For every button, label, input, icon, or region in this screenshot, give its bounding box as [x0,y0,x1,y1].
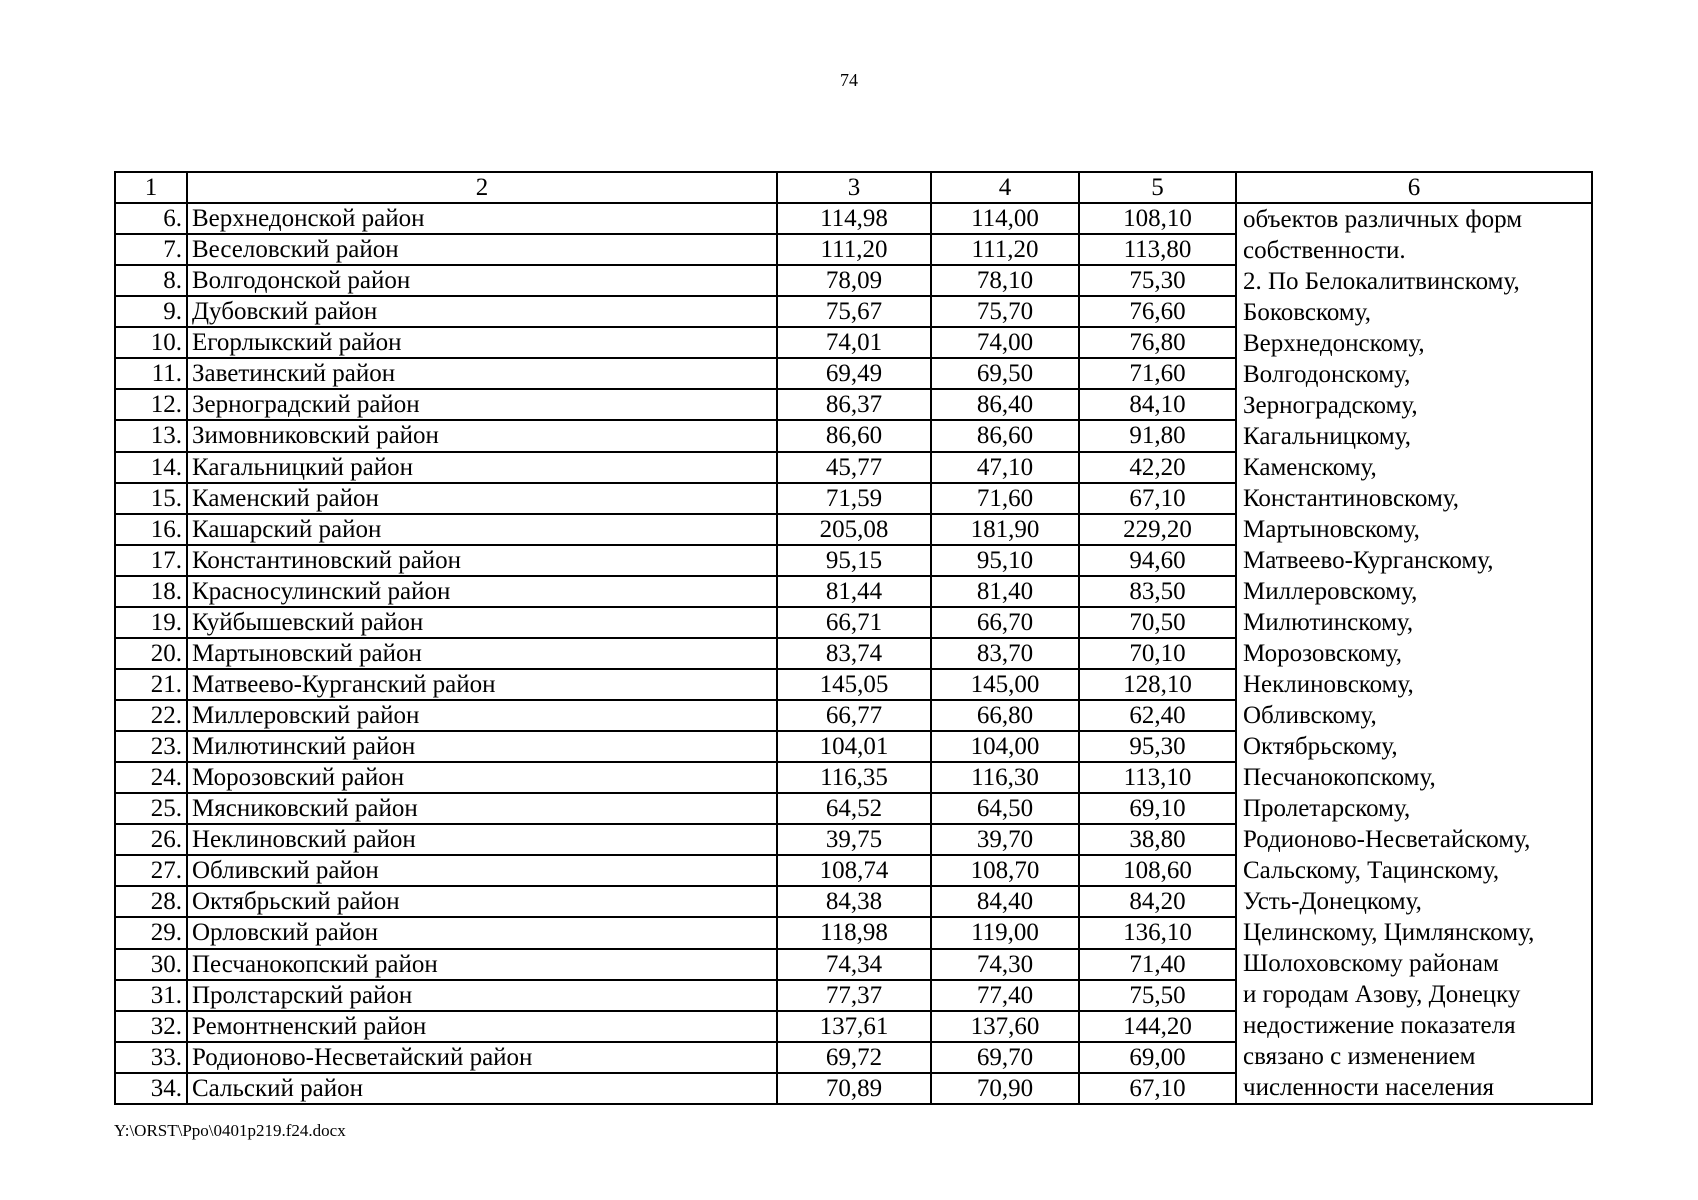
note-line: недостижение показателя [1243,1012,1516,1039]
value-col-4: 64,50 [931,793,1079,824]
value-col-3: 95,15 [777,545,931,576]
row-number: 34. [115,1073,187,1104]
value-col-4: 71,60 [931,483,1079,514]
row-number: 16. [115,514,187,545]
value-col-3: 74,01 [777,327,931,358]
row-number: 33. [115,1042,187,1073]
value-col-4: 86,40 [931,389,1079,420]
district-name: Константиновский район [187,545,777,576]
value-col-5: 128,10 [1079,669,1236,700]
value-col-4: 69,70 [931,1042,1079,1073]
row-number: 9. [115,296,187,327]
district-name: Кагальницкий район [187,452,777,483]
district-name: Мясниковский район [187,793,777,824]
value-col-5: 67,10 [1079,1073,1236,1104]
value-col-3: 104,01 [777,731,931,762]
value-col-5: 70,50 [1079,607,1236,638]
value-col-4: 119,00 [931,917,1079,948]
value-col-5: 84,20 [1079,886,1236,917]
value-col-3: 116,35 [777,762,931,793]
row-number: 32. [115,1011,187,1042]
value-col-4: 70,90 [931,1073,1079,1104]
district-name: Октябрьский район [187,886,777,917]
value-col-5: 95,30 [1079,731,1236,762]
district-name: Пролстарский район [187,980,777,1011]
value-col-4: 108,70 [931,855,1079,886]
value-col-5: 136,10 [1079,917,1236,948]
value-col-3: 69,72 [777,1042,931,1073]
value-col-3: 74,34 [777,949,931,980]
row-number: 19. [115,607,187,638]
table-row [115,203,1592,234]
note-line: Октябрьскому, [1243,733,1398,760]
district-name: Зимовниковский район [187,420,777,451]
header-cell-1: 1 [115,172,187,203]
value-col-3: 70,89 [777,1073,931,1104]
value-col-3: 83,74 [777,638,931,669]
value-col-4: 81,40 [931,576,1079,607]
value-col-5: 75,50 [1079,980,1236,1011]
value-col-5: 38,80 [1079,824,1236,855]
note-line: Песчанокопскому, [1243,764,1436,791]
value-col-5: 76,80 [1079,327,1236,358]
row-number: 10. [115,327,187,358]
note-line: численности населения [1243,1074,1494,1101]
note-line: Морозовскому, [1243,640,1403,667]
value-col-3: 71,59 [777,483,931,514]
value-col-3: 118,98 [777,917,931,948]
row-number: 17. [115,545,187,576]
value-col-4: 39,70 [931,824,1079,855]
note-line: Родионово-Несветайскому, [1243,826,1531,853]
value-col-5: 229,20 [1079,514,1236,545]
value-col-5: 42,20 [1079,452,1236,483]
note-line: Каменскому, [1243,454,1377,481]
value-col-5: 83,50 [1079,576,1236,607]
row-number: 7. [115,234,187,265]
value-col-4: 66,80 [931,700,1079,731]
value-col-5: 76,60 [1079,296,1236,327]
row-number: 29. [115,917,187,948]
value-col-3: 84,38 [777,886,931,917]
district-name: Красносулинский район [187,576,777,607]
header-cell-2: 2 [187,172,777,203]
value-col-4: 78,10 [931,265,1079,296]
value-col-4: 47,10 [931,452,1079,483]
district-name: Волгодонской район [187,265,777,296]
value-col-4: 145,00 [931,669,1079,700]
value-col-3: 78,09 [777,265,931,296]
row-number: 22. [115,700,187,731]
district-name: Неклиновский район [187,824,777,855]
row-number: 24. [115,762,187,793]
header-cell-3: 3 [777,172,931,203]
value-col-5: 144,20 [1079,1011,1236,1042]
district-name: Родионово-Несветайский район [187,1042,777,1073]
district-name: Каменский район [187,483,777,514]
value-col-4: 181,90 [931,514,1079,545]
value-col-4: 69,50 [931,358,1079,389]
value-col-5: 84,10 [1079,389,1236,420]
value-col-4: 116,30 [931,762,1079,793]
value-col-4: 104,00 [931,731,1079,762]
value-col-5: 108,10 [1079,203,1236,234]
note-line: Шолоховскому районам [1243,950,1499,977]
value-col-4: 74,30 [931,949,1079,980]
note-line: Боковскому, [1243,299,1371,326]
district-name: Морозовский район [187,762,777,793]
note-line: Пролетарскому, [1243,795,1411,822]
note-line: Усть-Донецкому, [1243,888,1422,915]
value-col-5: 71,60 [1079,358,1236,389]
row-number: 27. [115,855,187,886]
row-number: 6. [115,203,187,234]
row-number: 30. [115,949,187,980]
value-col-3: 145,05 [777,669,931,700]
page-number: 74 [840,70,858,90]
header-cell-4: 4 [931,172,1079,203]
value-col-5: 108,60 [1079,855,1236,886]
value-col-3: 77,37 [777,980,931,1011]
district-name: Дубовский район [187,296,777,327]
value-col-5: 69,00 [1079,1042,1236,1073]
value-col-5: 75,30 [1079,265,1236,296]
note-line: Волгодонскому, [1243,361,1411,388]
district-name: Милютинский район [187,731,777,762]
district-name: Ремонтненский район [187,1011,777,1042]
value-col-4: 75,70 [931,296,1079,327]
district-name: Куйбышевский район [187,607,777,638]
header-cell-5: 5 [1079,172,1236,203]
row-number: 28. [115,886,187,917]
district-name: Заветинский район [187,358,777,389]
note-line: Неклиновскому, [1243,671,1414,698]
value-col-5: 69,10 [1079,793,1236,824]
value-col-3: 205,08 [777,514,931,545]
note-line: Сальскому, Тацинскому, [1243,857,1500,884]
value-col-4: 114,00 [931,203,1079,234]
value-col-5: 113,80 [1079,234,1236,265]
value-col-3: 69,49 [777,358,931,389]
value-col-3: 45,77 [777,452,931,483]
value-col-4: 95,10 [931,545,1079,576]
district-name: Кашарский район [187,514,777,545]
value-col-5: 71,40 [1079,949,1236,980]
note-line: Миллеровскому, [1243,578,1418,605]
value-col-3: 86,37 [777,389,931,420]
note-line: Верхнедонскому, [1243,330,1425,357]
value-col-3: 66,71 [777,607,931,638]
value-col-4: 84,40 [931,886,1079,917]
note-line: Константиновскому, [1243,485,1460,512]
value-col-3: 81,44 [777,576,931,607]
row-number: 21. [115,669,187,700]
value-col-3: 137,61 [777,1011,931,1042]
note-line: Обливскому, [1243,702,1377,729]
value-col-5: 62,40 [1079,700,1236,731]
row-number: 12. [115,389,187,420]
row-number: 14. [115,452,187,483]
note-line: Зерноградскому, [1243,392,1418,419]
value-col-4: 66,70 [931,607,1079,638]
district-name: Зерноградский район [187,389,777,420]
value-col-3: 66,77 [777,700,931,731]
value-col-5: 67,10 [1079,483,1236,514]
value-col-4: 86,60 [931,420,1079,451]
table-header-row [115,172,1592,203]
value-col-3: 64,52 [777,793,931,824]
value-col-3: 86,60 [777,420,931,451]
value-col-5: 91,80 [1079,420,1236,451]
value-col-3: 114,98 [777,203,931,234]
value-col-3: 39,75 [777,824,931,855]
note-line: Мартыновскому, [1243,516,1420,543]
note-line: Кагальницкому, [1243,423,1411,450]
row-number: 18. [115,576,187,607]
row-number: 26. [115,824,187,855]
value-col-4: 77,40 [931,980,1079,1011]
value-col-3: 111,20 [777,234,931,265]
value-col-3: 108,74 [777,855,931,886]
footer-file-path: Y:\ORST\Ppo\0401p219.f24.docx [114,1121,346,1140]
row-number: 8. [115,265,187,296]
value-col-5: 113,10 [1079,762,1236,793]
header-cell-6: 6 [1236,172,1592,203]
district-name: Егорлыкский район [187,327,777,358]
note-line: и городам Азову, Донецку [1243,981,1521,1008]
row-number: 25. [115,793,187,824]
value-col-4: 111,20 [931,234,1079,265]
value-col-4: 74,00 [931,327,1079,358]
row-number: 13. [115,420,187,451]
row-number: 11. [115,358,187,389]
row-number: 15. [115,483,187,514]
district-name: Миллеровский район [187,700,777,731]
row-number: 31. [115,980,187,1011]
district-name: Орловский район [187,917,777,948]
data-table [114,171,1593,1105]
note-cell [1236,203,1592,1104]
district-name: Верхнедонской район [187,203,777,234]
district-name: Мартыновский район [187,638,777,669]
row-number: 20. [115,638,187,669]
district-name: Сальский район [187,1073,777,1104]
value-col-4: 137,60 [931,1011,1079,1042]
note-line: связано с изменением [1243,1043,1476,1070]
district-name: Матвеево-Курганский район [187,669,777,700]
note-line: объектов различных форм [1243,206,1523,233]
value-col-3: 75,67 [777,296,931,327]
value-col-4: 83,70 [931,638,1079,669]
note-line: Матвеево-Курганскому, [1243,547,1494,574]
district-name: Веселовский район [187,234,777,265]
note-line: собственности. [1243,237,1406,264]
note-line: Милютинскому, [1243,609,1414,636]
row-number: 23. [115,731,187,762]
district-name: Песчанокопский район [187,949,777,980]
note-line: Целинскому, Цимлянскому, [1243,919,1535,946]
note-line: 2. По Белокалитвинскому, [1243,268,1520,295]
value-col-5: 94,60 [1079,545,1236,576]
value-col-5: 70,10 [1079,638,1236,669]
district-name: Обливский район [187,855,777,886]
